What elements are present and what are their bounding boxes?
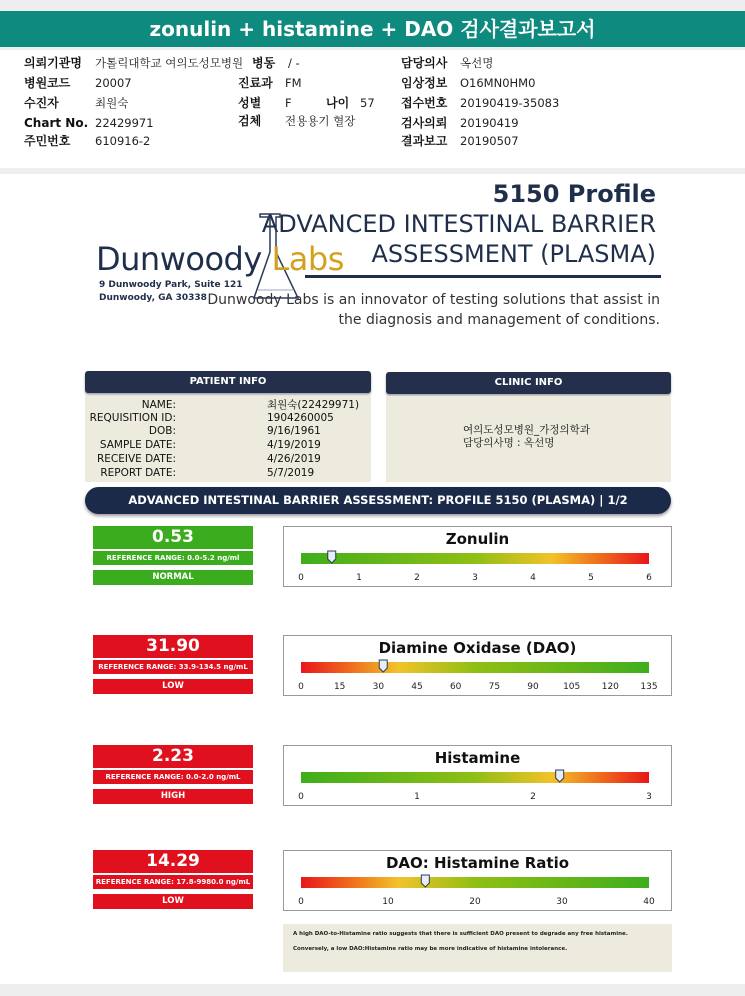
clinic-info-heading: CLINIC INFO — [386, 372, 671, 394]
gauge-panel — [283, 635, 672, 696]
result-status-badge: NORMAL — [93, 570, 253, 585]
tick-label: 0 — [298, 897, 304, 907]
tick-label: 1 — [414, 792, 420, 802]
patient-info-heading: PATIENT INFO — [85, 371, 371, 393]
chart-no-value: 22429971 — [95, 116, 154, 130]
gauge-title: Diamine Oxidase (DAO) — [378, 639, 577, 657]
gauge-bar — [301, 662, 649, 673]
attending-physician-label: 담당의사 — [401, 56, 448, 70]
tick-label: 135 — [640, 682, 658, 692]
gauge-scale — [284, 746, 673, 807]
result-report-value: 20190507 — [460, 134, 519, 148]
tick-label: 0 — [298, 573, 304, 583]
clinical-info-label: 임상정보 — [401, 76, 448, 90]
result-status-badge: LOW — [93, 679, 253, 694]
gauge-scale — [284, 527, 673, 588]
result-value: 14.29 — [93, 850, 253, 873]
accession-number-label: 접수번호 — [401, 96, 448, 110]
lab-address-line2: Dunwoody, GA 30338 — [99, 293, 207, 303]
resident-number-value: 610916-2 — [95, 134, 151, 148]
result-value: 2.23 — [93, 745, 253, 768]
reference-range: REFERENCE RANGE: 0.0-5.2 ng/ml — [93, 551, 253, 565]
chart-no-label: Chart No. — [24, 116, 89, 130]
hospital-code-label: 병원코드 — [24, 76, 71, 90]
requesting-institution-label: 의뢰기관명 — [24, 56, 82, 70]
gauge-bar — [301, 877, 649, 888]
lab-address-line1: 9 Dunwoody Park, Suite 121 — [99, 280, 243, 290]
sex-value: F — [285, 96, 292, 110]
tagline-line2: the diagnosis and management of conditions. — [338, 312, 660, 328]
department-value: FM — [285, 76, 302, 90]
clinic-info-panel — [386, 396, 671, 482]
gauge-bar — [301, 772, 649, 783]
tick-label: 0 — [298, 792, 304, 802]
hospital-code-value: 20007 — [95, 76, 132, 90]
report-header-title: zonulin + histamine + DAO 검사결과보고서 — [0, 11, 745, 47]
reference-range: REFERENCE RANGE: 0.0-2.0 ng/mL — [93, 770, 253, 784]
tick-label: 30 — [556, 897, 568, 907]
note-line1: A high DAO-to-Histamine ratio suggests that there is sufficient DAO present to degrade any free histamine. — [293, 931, 628, 937]
gauge-panel — [283, 850, 672, 911]
clinic-name: 여의도성모병원_가정의학과 — [463, 424, 590, 436]
test-request-label: 검사의뢰 — [401, 116, 448, 130]
ratio-note — [283, 924, 672, 972]
result-report-label: 결과보고 — [401, 134, 448, 148]
tick-label: 75 — [488, 682, 501, 692]
gauge-panel — [283, 526, 672, 587]
ward-value: / - — [288, 56, 300, 70]
gauge-scale — [284, 636, 673, 697]
tagline-line1: Dunwoody Labs is an innovator of testing solutions that assist in — [207, 292, 660, 308]
brand-accent: Labs — [271, 240, 344, 278]
patient-label: 수진자 — [24, 96, 59, 110]
report-title-line1: ADVANCED INTESTINAL BARRIER — [261, 210, 656, 238]
lab-report-page — [0, 174, 745, 984]
accession-number-value: 20190419-35083 — [460, 96, 560, 110]
tick-label: 90 — [527, 682, 539, 692]
tick-label: 1 — [356, 573, 362, 583]
gauge-bar — [301, 553, 649, 564]
tick-label: 120 — [601, 682, 619, 692]
dunwoody-labs-logo — [96, 240, 344, 278]
patient-info-panel: NAME: 최원숙(22429971) REQUISITION ID: 1904260005 DOB: 9/16/1961 SAMPLE DATE: 4/19/2019 RECEIVE DATE: 4/26/2019 REPORT DATE: 5/7/2019 — [85, 396, 371, 482]
tick-label: 20 — [469, 897, 481, 907]
clinic-physician: 담당의사명 : 옥선명 — [463, 437, 555, 449]
tick-label: 105 — [563, 682, 581, 692]
gauge-panel — [283, 745, 672, 806]
ward-label: 병동 — [252, 56, 276, 70]
gauge-scale — [284, 851, 673, 912]
result-status-badge: LOW — [93, 894, 253, 909]
brand-main: Dunwoody — [96, 240, 272, 278]
specimen-value: 전용용기 혈장 — [285, 114, 356, 128]
patient-value: 최원숙 — [95, 96, 129, 110]
page-bottom-strip — [0, 984, 745, 996]
tick-label: 40 — [643, 897, 655, 907]
result-value: 31.90 — [93, 635, 253, 658]
department-label: 진료과 — [238, 76, 273, 90]
tick-label: 4 — [530, 573, 536, 583]
tick-label: 15 — [333, 682, 346, 692]
result-status-badge: HIGH — [93, 789, 253, 804]
tick-label: 2 — [530, 792, 536, 802]
title-divider — [305, 275, 661, 278]
tick-label: 60 — [449, 682, 462, 692]
tick-label: 0 — [298, 682, 304, 692]
reference-range: REFERENCE RANGE: 17.8-9980.0 ng/mL — [93, 875, 253, 889]
gauge-title: Zonulin — [445, 530, 510, 548]
sex-label: 성별 — [238, 96, 262, 110]
note-line2: Conversely, a low DAO:Histamine ratio may be more indicative of histamine intolerance. — [293, 946, 568, 952]
resident-number-label: 주민번호 — [24, 134, 71, 148]
tick-label: 3 — [472, 573, 478, 583]
age-label: 나이 — [326, 96, 350, 110]
attending-physician-value: 옥선명 — [460, 56, 494, 70]
tick-label: 6 — [646, 573, 652, 583]
tick-label: 3 — [646, 792, 652, 802]
tick-label: 45 — [411, 682, 423, 692]
section-title-bar: ADVANCED INTESTINAL BARRIER ASSESSMENT: PROFILE 5150 (PLASMA) | 1/2 — [85, 487, 671, 514]
tick-label: 10 — [382, 897, 394, 907]
tick-label: 5 — [588, 573, 594, 583]
report-title-line2: ASSESSMENT (PLASMA) — [371, 240, 656, 268]
gauge-title: Histamine — [434, 749, 521, 767]
clinical-info-value: O16MN0HM0 — [460, 76, 536, 90]
result-value: 0.53 — [93, 526, 253, 549]
request-info-panel — [0, 50, 745, 168]
reference-range: REFERENCE RANGE: 33.9-134.5 ng/mL — [93, 660, 253, 674]
requesting-institution-value: 가톨릭대학교 여의도성모병원 — [95, 56, 244, 70]
specimen-label: 검체 — [238, 114, 262, 128]
test-request-value: 20190419 — [460, 116, 519, 130]
profile-title: 5150 Profile — [492, 180, 656, 208]
tick-label: 2 — [414, 573, 420, 583]
tick-label: 30 — [372, 682, 385, 692]
age-value: 57 — [360, 96, 375, 110]
gauge-title: DAO: Histamine Ratio — [385, 854, 570, 872]
